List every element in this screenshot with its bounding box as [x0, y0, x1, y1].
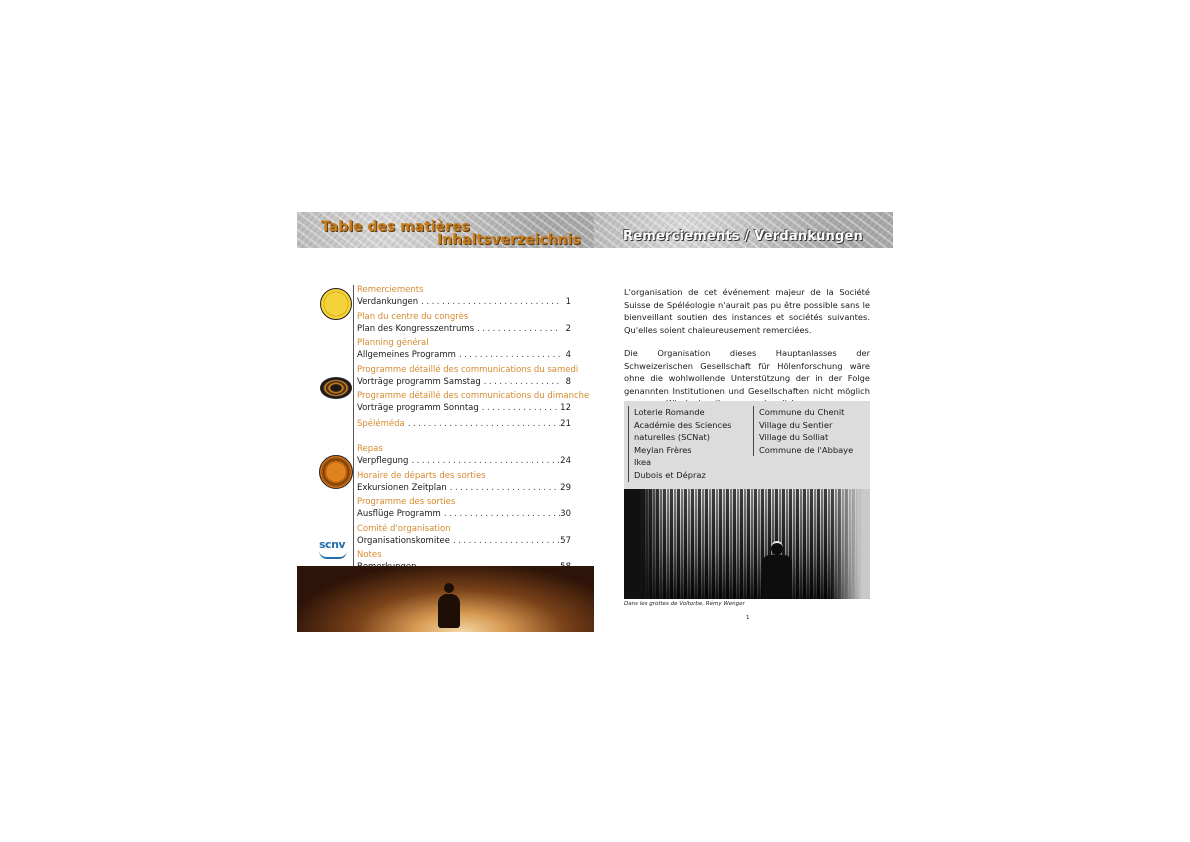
- caver-head: [771, 541, 783, 555]
- title-table-des-matieres: Table des matières: [321, 219, 470, 235]
- sponsor-item: Village du Sentier: [759, 419, 833, 430]
- toc-title-fr: Remerciements: [357, 285, 424, 295]
- toc-page-number: 30: [560, 509, 571, 520]
- toc-leader: [479, 402, 560, 414]
- rock-wall-right: [830, 489, 870, 599]
- toc-leader: [481, 376, 561, 388]
- toc-page-number: 8: [565, 376, 571, 387]
- club-logo-orange-icon: [319, 455, 353, 489]
- sponsor-item: Commune de l'Abbaye: [759, 444, 854, 455]
- toc-entry[interactable]: [357, 524, 571, 551]
- toc-entry[interactable]: [357, 364, 579, 392]
- sponsor-item: Commune du Chenit: [759, 407, 845, 417]
- toc-title-de: Allgemeines Programm: [357, 350, 456, 361]
- toc-page-number: 21: [560, 418, 571, 429]
- wave-icon: [319, 550, 347, 559]
- toc-title-fr: Horaire de départs des sorties: [357, 470, 486, 481]
- toc-leader: [474, 323, 561, 335]
- toc-title-de: Organisationskomitee: [357, 535, 450, 546]
- toc-line: [357, 418, 571, 430]
- scnv-logo: [319, 539, 351, 559]
- toc-page-number: 29: [560, 482, 571, 493]
- caver-body: [762, 555, 792, 599]
- title-inhaltsverzeichnis: Inhaltsverzeichnis: [437, 232, 581, 248]
- toc-leader: [447, 482, 560, 494]
- toc-line: [357, 296, 571, 308]
- sponsor-column-right: [753, 406, 869, 456]
- toc-line: [357, 402, 571, 414]
- toc-entry[interactable]: [357, 497, 571, 524]
- rock-wall-left: [624, 489, 664, 599]
- toc-page-number: 1: [565, 297, 571, 307]
- toc-title-fr: Planning général: [357, 338, 429, 349]
- thanks-paragraph-de: Die Organisation dieses Hauptanlasses der Schweizerischen Gesellschaft für Hölenforschung wäre ohne die wohlwollende Unterstützung der in der Folge genannten Institutionen und Gesellschaften nicht möglich: [624, 348, 870, 396]
- club-logo-yellow-icon: [320, 288, 352, 320]
- toc-leader: [408, 455, 560, 467]
- sponsor-item: Académie des Sciences naturelles (SCNat): [634, 419, 732, 443]
- silhouette-head: [444, 583, 454, 593]
- toc-entry[interactable]: [357, 471, 571, 498]
- scnv-logo-text: scnv: [319, 538, 346, 551]
- sponsor-item: Meylan Frères: [634, 444, 692, 455]
- toc-leader: [456, 349, 561, 361]
- club-logo-orange-spiral-icon: [320, 377, 352, 399]
- toc-title-fr: Programme détaillé des communications du dimanche: [357, 391, 590, 402]
- toc-title-de: Verdankungen: [357, 297, 419, 307]
- photo-caption: Dans les grottes de Voltorbe, Rémy Wenger: [624, 601, 745, 607]
- sponsor-item: Village du Solliat: [759, 432, 829, 443]
- toc-title-fr: Programme détaillé des communications du samedi: [357, 364, 579, 375]
- toc-entry[interactable]: [357, 312, 571, 339]
- toc-leader: [405, 418, 560, 430]
- toc-line: [357, 535, 571, 547]
- toc-line: [357, 349, 571, 361]
- sponsor-item: Dubois et Dépraz: [634, 469, 706, 480]
- toc-title-fr: Notes: [357, 550, 382, 561]
- toc-entry[interactable]: [357, 418, 571, 433]
- seated-caver-silhouette: [438, 583, 460, 628]
- toc-leader: [441, 508, 560, 520]
- toc-page-number: 4: [565, 350, 571, 361]
- toc-page-number: 57: [560, 535, 571, 546]
- caver-silhouette: [762, 541, 792, 599]
- toc-page-number: 12: [560, 403, 571, 414]
- toc-title-de: Ausflüge Programm: [357, 509, 441, 520]
- page-number: 1: [746, 615, 750, 621]
- sponsor-item: Loterie Romande: [634, 407, 705, 417]
- toc-entry[interactable]: [357, 285, 571, 312]
- table-of-contents: [353, 285, 590, 577]
- toc-line: [357, 508, 571, 520]
- toc-title-de: Verpflegung: [357, 455, 409, 466]
- sponsor-column-left: [628, 406, 748, 482]
- toc-title-fr: Plan du centre du congrès: [357, 311, 469, 322]
- toc-entry[interactable]: [357, 391, 590, 418]
- toc-title-de: Spéléméda: [357, 418, 405, 429]
- toc-line: [357, 455, 571, 467]
- toc-page-number: 24: [560, 455, 571, 466]
- toc-title-de: Vorträge programm Samstag: [357, 376, 481, 387]
- toc-leader: [450, 535, 560, 547]
- toc-entry[interactable]: [357, 338, 571, 365]
- toc-page-number: 2: [565, 323, 571, 334]
- toc-title-de: Exkursionen Zeitplan: [357, 482, 447, 493]
- toc-title-de: Vorträge programm Sonntag: [357, 403, 479, 414]
- silhouette-body: [438, 594, 460, 628]
- stalactite-photo: [624, 489, 870, 599]
- toc-title-fr: Repas: [357, 443, 383, 454]
- sponsor-item: Ikea: [634, 457, 652, 468]
- toc-title-fr: Comité d'organisation: [357, 523, 451, 534]
- toc-title-de: Plan des Kongresszentrums: [357, 323, 475, 334]
- toc-leader: [418, 296, 561, 308]
- title-remerciements: Remerciements / Verdankungen: [623, 229, 863, 244]
- toc-line: [357, 482, 571, 494]
- toc-line: [357, 376, 571, 388]
- toc-title-fr: Programme des sorties: [357, 497, 456, 508]
- sponsor-box: [624, 401, 870, 489]
- thanks-paragraph-fr: L'organisation de cet événement majeur de la Société Suisse de Spéléologie n'aurait pas pu être possible sans le bienveillant soutien des instances et sociétés suivantes. Qu'elles soient chaleureusement remerciées.: [624, 287, 870, 335]
- toc-entry[interactable]: [357, 444, 571, 471]
- toc-line: [357, 323, 571, 335]
